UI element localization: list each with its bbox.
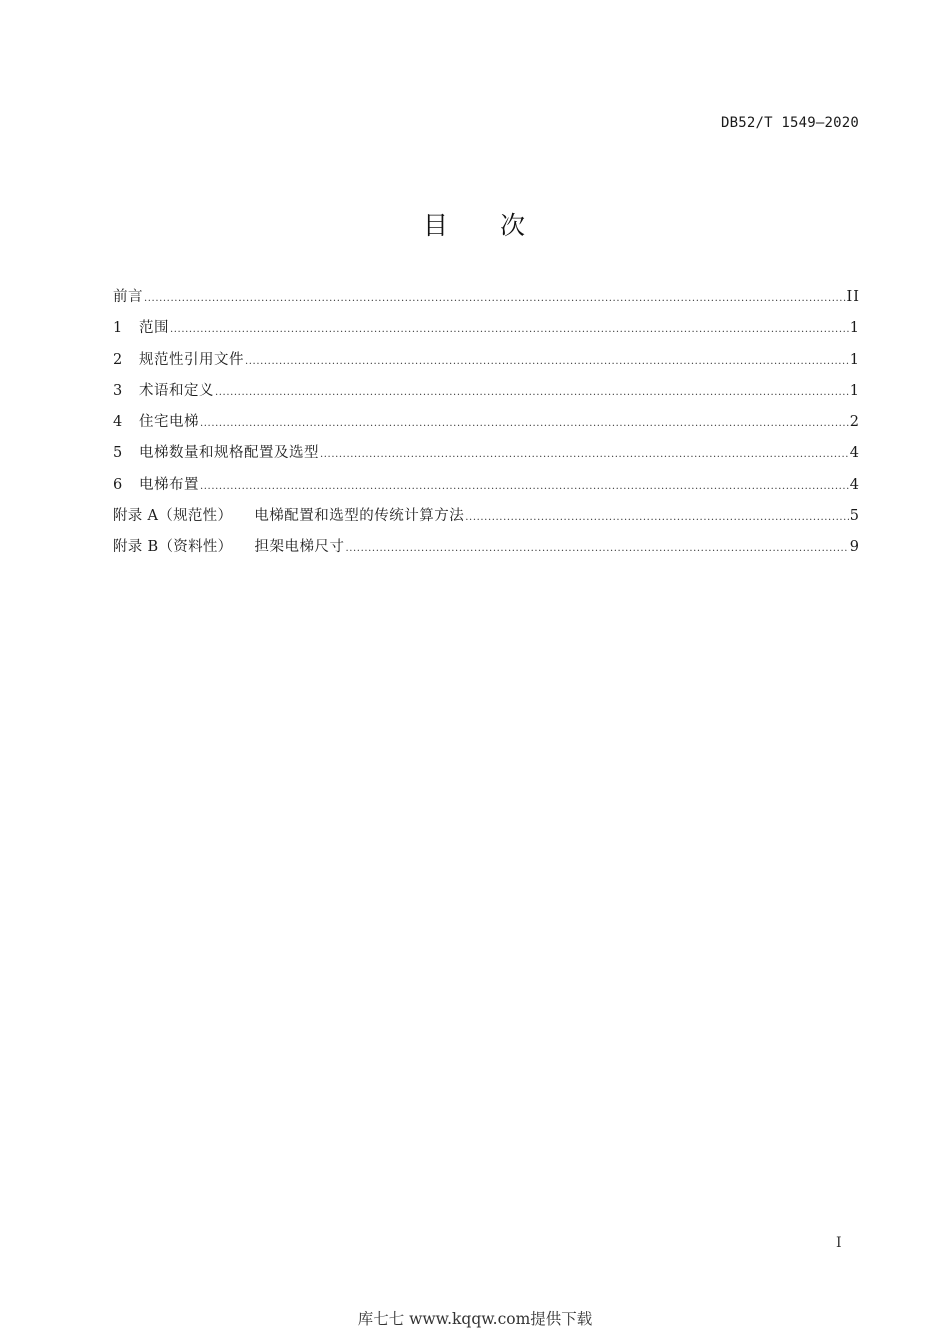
toc-entry-number: 2 [113,351,123,368]
toc-leader-dots [215,382,849,404]
toc-entry-normative-references[interactable] [113,349,860,380]
toc-entry-page: 1 [849,351,860,368]
toc-entry-annex-a[interactable] [113,505,860,536]
toc-leader-dots [200,476,849,498]
toc-entry-number: 5 [113,445,123,462]
toc-entry-label: 电梯配置和选型的传统计算方法 [254,508,465,525]
toc-leader-dots [320,444,849,466]
toc-entry-label: 住宅电梯 [139,414,199,431]
table-of-contents [113,286,860,568]
toc-leader-dots [200,413,849,435]
toc-entry-label: 电梯布置 [139,476,199,493]
toc-entry-page: 5 [849,508,860,525]
page-number: I [836,1235,842,1251]
toc-entry-page: 2 [849,414,860,431]
page-title [0,206,950,242]
toc-entry-page: 9 [849,539,860,556]
title-char-1: 目 [422,211,450,240]
toc-leader-dots [465,507,848,529]
toc-annex-tag: 附录 A（规范性） [113,508,233,525]
toc-leader-dots [170,319,849,341]
download-footer: 库七七 www.kqqw.com提供下载 [357,1310,593,1328]
toc-entry-label: 范围 [139,320,169,337]
toc-entry-number: 3 [113,382,123,399]
toc-entry-label: 前言 [113,289,143,305]
toc-entry-page: 4 [849,476,860,493]
toc-entry-elevator-layout[interactable] [113,474,860,505]
document-code: DB52/T 1549—2020 [720,115,859,131]
toc-entry-number: 4 [113,414,123,431]
toc-entry-number: 1 [113,320,123,337]
toc-entry-label: 规范性引用文件 [139,351,244,368]
toc-entry-foreword[interactable] [113,286,860,317]
toc-leader-dots [345,538,848,560]
title-char-2: 次 [500,211,528,240]
toc-entry-page: 4 [849,445,860,462]
toc-leader-dots [245,351,849,373]
toc-entry-scope[interactable] [113,317,860,348]
toc-entry-terms-definitions[interactable] [113,380,860,411]
toc-entry-label: 电梯数量和规格配置及选型 [139,445,319,462]
toc-entry-number: 6 [113,476,123,493]
toc-entry-annex-b[interactable] [113,536,860,567]
toc-leader-dots [144,288,846,310]
toc-entry-elevator-quantity[interactable] [113,442,860,473]
toc-entry-label: 术语和定义 [139,382,214,399]
toc-entry-page: 1 [849,320,860,337]
toc-entry-page: II [846,289,860,305]
toc-annex-tag: 附录 B（资料性） [113,539,233,556]
toc-entry-page: 1 [849,382,860,399]
toc-entry-residential-elevator[interactable] [113,411,860,442]
toc-entry-label: 担架电梯尺寸 [254,539,345,556]
